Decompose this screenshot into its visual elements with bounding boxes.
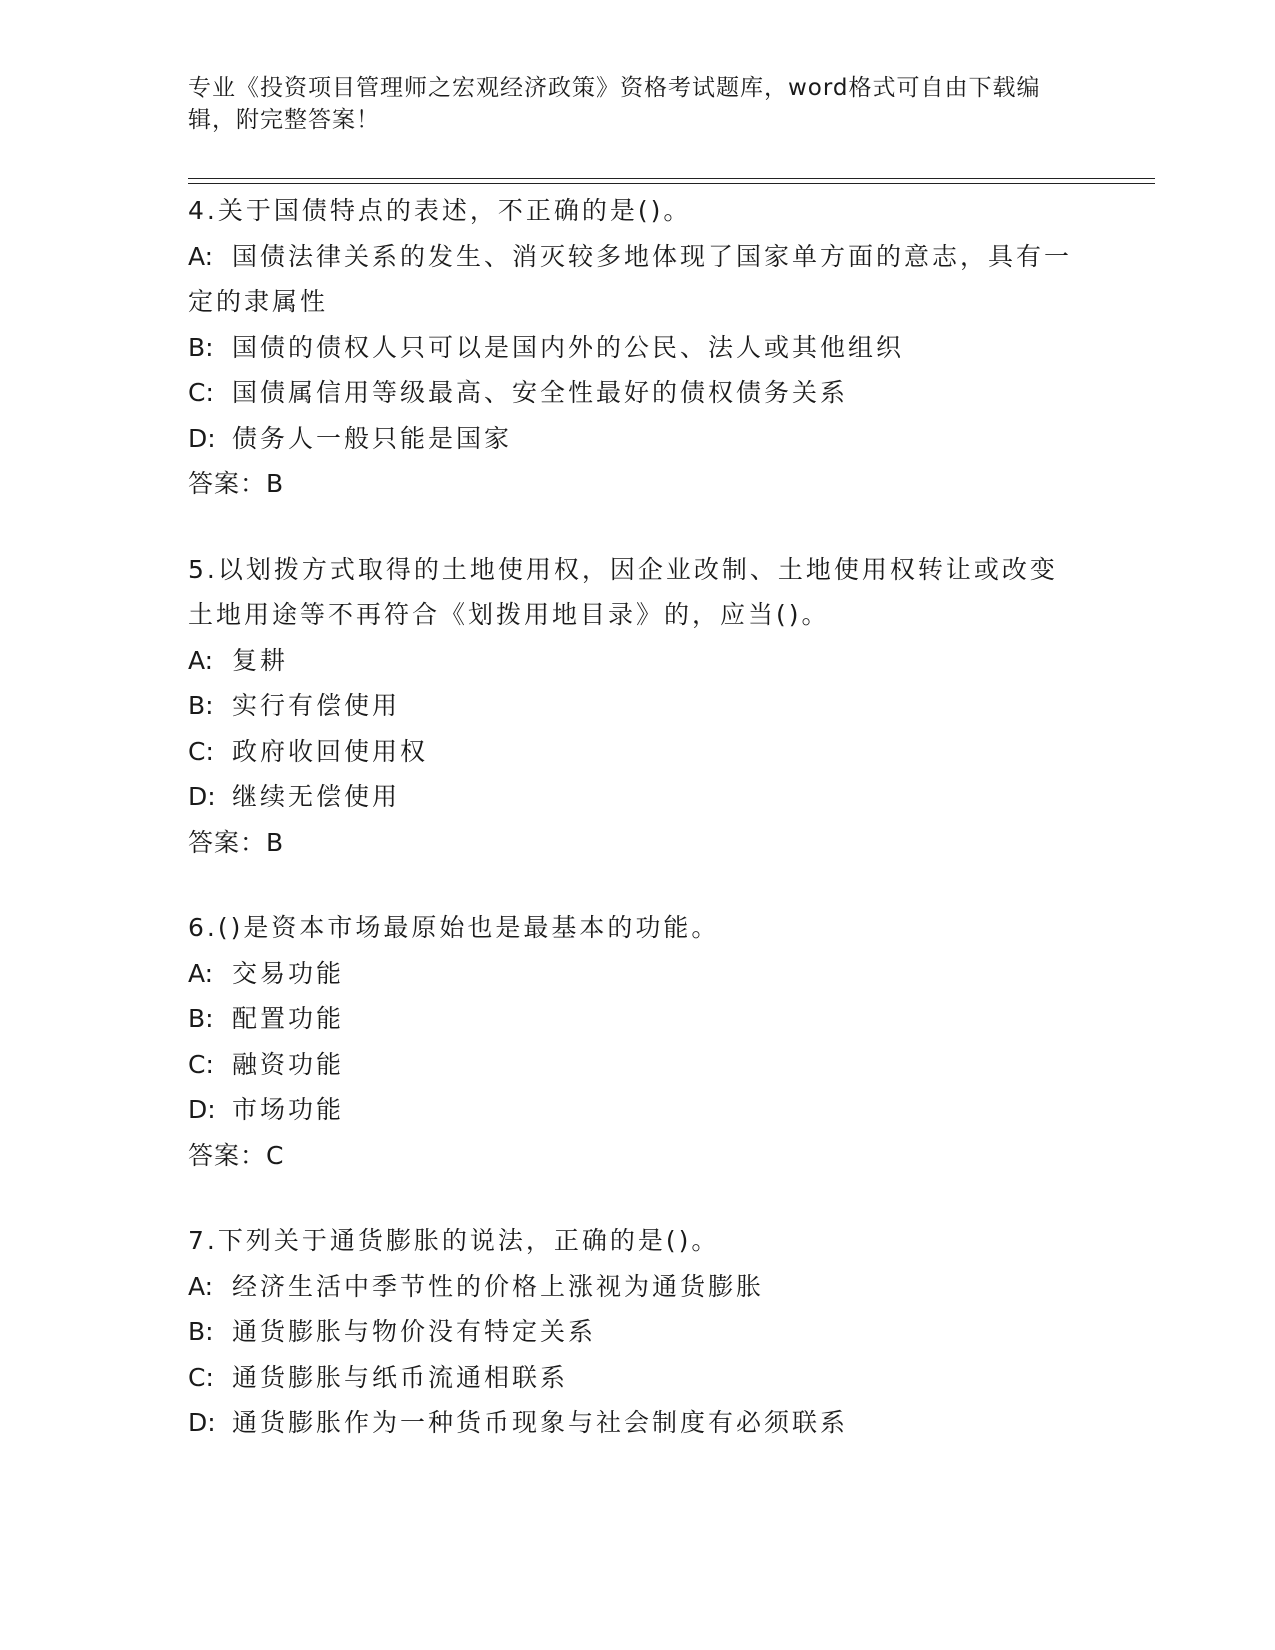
question-stem: 4.关于国债特点的表述，不正确的是()。: [188, 196, 692, 225]
option-b: [188, 996, 1088, 1042]
question-item: [188, 1218, 1088, 1446]
option-letter: B:: [188, 1004, 214, 1033]
option-letter: A:: [188, 958, 214, 988]
answer-line: 答案：B: [188, 827, 285, 857]
header-divider-bottom: [188, 183, 1155, 184]
option-text: 实行有偿使用: [232, 691, 401, 720]
option-text: 复耕: [232, 645, 289, 675]
option-text: 通货膨胀与纸币流通相联系: [232, 1362, 569, 1392]
option-text: 通货膨胀与物价没有特定关系: [232, 1317, 597, 1346]
option-d: [188, 1400, 1088, 1446]
option-text: 债务人一般只能是国家: [232, 423, 513, 453]
option-text: 国债法律关系的发生、消灭较多地体现了国家单方面的意志，具有一定的隶属性: [188, 241, 1073, 316]
question-list: [188, 188, 1088, 1486]
answer-line: 答案：C: [188, 1140, 285, 1170]
question-item: [188, 547, 1088, 866]
option-letter: A:: [188, 1271, 214, 1301]
option-letter: D:: [188, 782, 216, 811]
option-d: [188, 1087, 1088, 1133]
option-a: [188, 638, 1088, 684]
option-b: [188, 683, 1088, 729]
option-text: 政府收回使用权: [232, 736, 429, 766]
question-item: [188, 188, 1088, 507]
option-text: 交易功能: [232, 958, 345, 988]
option-c: [188, 1042, 1088, 1088]
option-text: 市场功能: [232, 1095, 345, 1124]
question-stem: 7.下列关于通货膨胀的说法，正确的是()。: [188, 1226, 720, 1255]
option-b: [188, 1309, 1088, 1355]
option-c: [188, 370, 1088, 416]
header-divider-top: [188, 178, 1155, 179]
option-d: [188, 774, 1088, 820]
option-letter: D:: [188, 1408, 216, 1437]
question-item: [188, 905, 1088, 1178]
option-c: [188, 1355, 1088, 1401]
option-letter: A:: [188, 645, 214, 675]
option-letter: C:: [188, 736, 214, 766]
option-letter: D:: [188, 1095, 216, 1124]
option-letter: C:: [188, 1049, 214, 1079]
option-letter: B:: [188, 332, 214, 362]
question-stem: 6.()是资本市场最原始也是最基本的功能。: [188, 913, 720, 942]
option-text: 配置功能: [232, 1004, 345, 1033]
option-letter: D:: [188, 423, 216, 453]
option-text: 国债属信用等级最高、安全性最好的债权债务关系: [232, 378, 849, 407]
option-text: 继续无偿使用: [232, 782, 401, 811]
option-text: 国债的债权人只可以是国内外的公民、法人或其他组织: [232, 332, 905, 362]
option-text: 经济生活中季节性的价格上涨视为通货膨胀: [232, 1271, 765, 1301]
option-letter: C:: [188, 378, 214, 407]
option-letter: C:: [188, 1362, 214, 1392]
option-a: [188, 234, 1088, 325]
option-letter: A:: [188, 241, 214, 271]
answer-line: 答案：B: [188, 469, 285, 498]
option-a: [188, 951, 1088, 997]
option-a: [188, 1264, 1088, 1310]
option-letter: B:: [188, 1317, 214, 1346]
option-b: [188, 325, 1088, 371]
option-d: [188, 416, 1088, 462]
option-letter: B:: [188, 691, 214, 720]
option-text: 融资功能: [232, 1049, 345, 1079]
option-c: [188, 729, 1088, 775]
option-text: 通货膨胀作为一种货币现象与社会制度有必须联系: [232, 1408, 849, 1437]
document-header: 专业《投资项目管理师之宏观经济政策》资格考试题库，word格式可自由下载编辑，附完整答案！: [188, 75, 1041, 133]
question-stem: 5.以划拨方式取得的土地使用权，因企业改制、土地使用权转让或改变土地用途等不再符合《划拨用地目录》的，应当()。: [188, 554, 1058, 629]
